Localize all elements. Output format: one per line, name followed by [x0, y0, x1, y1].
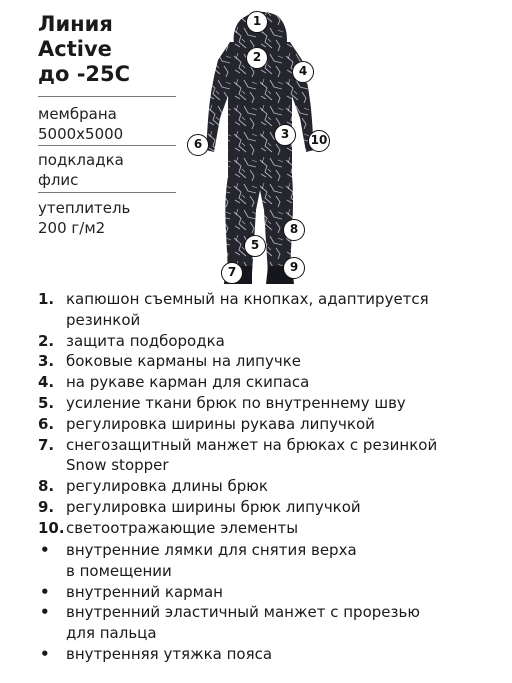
item-number: 7. — [38, 435, 55, 454]
extras-list — [40, 540, 510, 665]
spec-label: подкладка — [38, 151, 124, 169]
product-line-title — [38, 12, 198, 87]
spec-lining — [38, 150, 188, 190]
callout-1: 1 — [246, 11, 268, 33]
spec-divider — [38, 145, 176, 146]
bullet-item — [40, 540, 510, 561]
spec-insulation — [38, 198, 188, 238]
item-number: 1. — [38, 290, 55, 308]
callout-5: 5 — [244, 235, 266, 257]
bullet-item-continuation — [40, 623, 510, 644]
bullet-text: внутренние лямки для снятия верха — [66, 541, 357, 559]
bullet-mark: • — [40, 603, 50, 622]
callout-7: 7 — [221, 262, 243, 284]
item-text: Snow stopper — [66, 456, 169, 475]
bullet-text: внутренний карман — [66, 582, 223, 601]
callout-10: 10 — [308, 130, 330, 152]
list-item-continuation — [38, 455, 508, 476]
list-item — [38, 289, 508, 310]
list-item — [38, 331, 508, 352]
bullet-text: внутренний эластичный манжет с прорезью — [66, 603, 420, 622]
spec-label: мембрана — [38, 105, 117, 123]
title-line: до -25С — [38, 62, 131, 86]
callout-2: 2 — [246, 47, 268, 69]
spec-label: утеплитель — [38, 199, 131, 217]
list-item — [38, 414, 508, 435]
bullet-mark: • — [40, 644, 50, 663]
list-item — [38, 351, 508, 372]
spec-value: 5000х5000 — [38, 125, 124, 143]
bullet-text: для пальца — [66, 624, 157, 643]
item-text: боковые карманы на липучке — [66, 352, 301, 371]
list-item — [38, 372, 508, 393]
item-number: 5. — [38, 393, 55, 412]
list-item-continuation — [38, 310, 508, 331]
item-text: усиление ткани брюк по внутреннему шву — [66, 393, 406, 412]
item-number: 4. — [38, 373, 55, 392]
callout-3: 3 — [274, 124, 296, 146]
item-text: регулировка ширины брюк липучкой — [66, 497, 361, 516]
item-number: 2. — [38, 331, 55, 350]
spec-membrane — [38, 104, 188, 144]
item-number: 8. — [38, 477, 55, 496]
item-text: регулировка длины брюк — [66, 477, 268, 496]
spec-value: 200 г/м2 — [38, 219, 106, 237]
item-text: резинкой — [66, 310, 141, 329]
bullet-item — [40, 644, 510, 665]
item-text: на рукаве карман для скипаса — [66, 373, 310, 392]
item-text: защита подбородка — [66, 331, 225, 350]
item-number: 6. — [38, 414, 55, 433]
callout-8: 8 — [283, 219, 305, 241]
list-item — [38, 476, 508, 497]
bullet-mark: • — [40, 582, 50, 601]
bullet-text: в помещении — [66, 561, 172, 580]
callout-4: 4 — [292, 61, 314, 83]
bullet-mark: • — [40, 541, 50, 559]
item-text: регулировка ширины рукава липучкой — [66, 414, 375, 433]
item-number: 9. — [38, 497, 55, 516]
callout-6: 6 — [187, 134, 209, 156]
list-item — [38, 435, 508, 456]
item-number: 3. — [38, 352, 55, 371]
list-item — [38, 393, 508, 414]
item-text: светоотражающие элементы — [66, 518, 299, 537]
bullet-item — [40, 582, 510, 603]
callout-9: 9 — [283, 257, 305, 279]
bullet-item — [40, 602, 510, 623]
spec-divider — [38, 96, 176, 97]
spec-value: флис — [38, 171, 79, 189]
item-number: 10. — [38, 518, 65, 537]
item-text: капюшон съемный на кнопках, адаптируется — [66, 290, 429, 308]
features-list — [38, 289, 508, 539]
title-line: Линия — [38, 12, 113, 36]
bullet-text: внутренняя утяжка пояса — [66, 644, 273, 663]
item-text: снегозащитный манжет на брюках с резинкой — [66, 435, 438, 454]
title-line: Active — [38, 37, 112, 61]
list-item — [38, 518, 508, 539]
bullet-item-continuation — [40, 561, 510, 582]
spec-divider — [38, 192, 176, 193]
list-item — [38, 497, 508, 518]
jumpsuit-illustration — [180, 0, 340, 292]
